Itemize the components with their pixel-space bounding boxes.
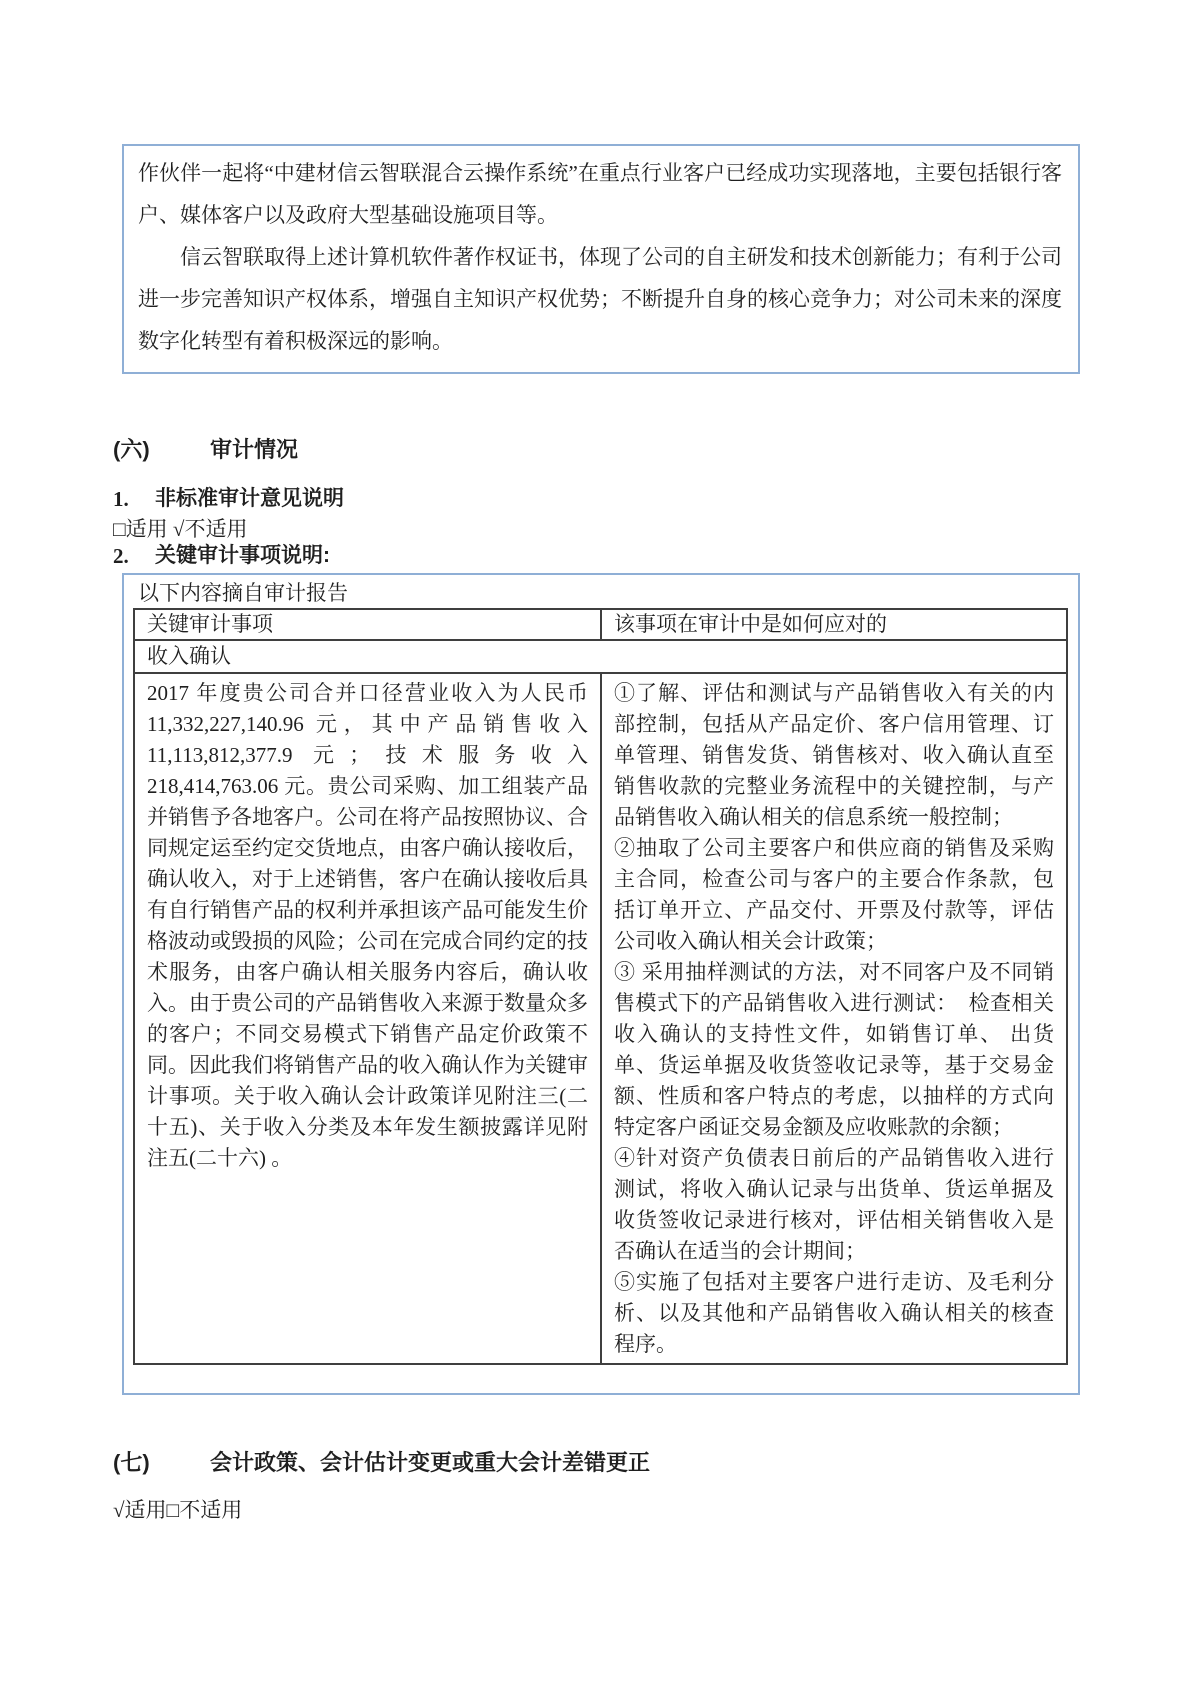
section-7-applicability: √适用□不适用	[113, 1498, 243, 1522]
section-6-heading	[113, 438, 298, 462]
header-audit-response: 该事项在审计中是如何应对的	[614, 612, 887, 636]
audit-table-subheader-row	[135, 641, 1066, 674]
item-2-heading	[113, 544, 330, 568]
header-key-audit-matter: 关键审计事项	[135, 610, 602, 639]
audit-table-content-row	[135, 674, 1066, 1363]
audit-report-box	[122, 573, 1080, 1395]
section-7-title: 会计政策、会计估计变更或重大会计差错更正	[210, 1450, 651, 1475]
continuation-text-box	[122, 144, 1080, 374]
audit-response-step-2: ②抽取了公司主要客户和供应商的销售及采购主合同，检查公司与客户的主要合作条款，包括订单开立、产品交付、开票及付款等，评估公司收入确认相关会计政策；	[614, 836, 1054, 953]
section-7-heading	[113, 1451, 650, 1475]
audit-response-step-4: ④针对资产负债表日前后的产品销售收入进行测试，将收入确认记录与出货单、货运单据及收货签收记录进行核对，评估相关销售收入是否确认在适当的会计期间；	[614, 1146, 1054, 1263]
continuation-paragraph-2: 信云智联取得上述计算机软件著作权证书，体现了公司的自主研发和技术创新能力；有利于公司进一步完善知识产权体系，增强自主知识产权优势；不断提升自身的核心竞争力；对公司未来的深度数字化转型有着积极深远的影响。	[138, 245, 1062, 353]
item-1-number: 1.	[113, 487, 129, 511]
key-audit-matter-cell	[135, 674, 602, 1363]
audit-response-cell	[602, 674, 1066, 1363]
section-7-number: (七)	[113, 1450, 150, 1475]
continuation-paragraph-1: 作伙伴一起将“中建材信云智联混合云操作系统”在重点行业客户已经成功实现落地，主要包括银行客户、媒体客户以及政府大型基础设施项目等。	[138, 161, 1062, 227]
item-1-heading	[113, 487, 344, 511]
key-audit-matter-text: 2017 年度贵公司合并口径营业收入为人民币 11,332,227,140.96 元，其中产品销售收入 11,113,812,377.9 元；技术服务收入 218,414,763.06 元。贵公司采购、加工组装产品并销售予各地客户。公司在将产品按照协议、合同规定运至约定交货地点，由客户确认接收后，确认收入，对于上述销售，客户在确认接收后具有自行销售产品的权利并承担该产品可能发生价格波动或毁损的风险；公司在完成合同约定的技术服务，由客户确认相关服务内容后，确认收入。由于贵公司的产品销售收入来源于数量众多的客户；不同交易模式下销售产品定价政策不同。因此我们将销售产品的收入确认作为关键审计事项。关于收入确认会计政策详见附注三(二十五)、关于收入分类及本年发生额披露详见附注五(二十六) 。	[147, 681, 588, 1170]
item-2-number: 2.	[113, 544, 129, 568]
section-6-title: 审计情况	[210, 437, 299, 462]
audit-response-step-1: ①了解、评估和测试与产品销售收入有关的内部控制，包括从产品定价、客户信用管理、订单管理、销售发货、销售核对、收入确认直至销售收款的完整业务流程中的关键控制，与产品销售收入确认相关的信息系统一般控制；	[614, 681, 1054, 829]
item-2-title: 关键审计事项说明:	[155, 544, 330, 567]
item-1-title: 非标准审计意见说明	[155, 487, 344, 510]
subheader-revenue-recognition: 收入确认	[147, 644, 231, 668]
audit-response-step-5: ⑤实施了包括对主要客户进行走访、及毛利分析、以及其他和产品销售收入确认相关的核查程序。	[614, 1270, 1054, 1356]
audit-table-header-row	[135, 610, 1066, 641]
audit-response-step-3: ③ 采用抽样测试的方法，对不同客户及不同销售模式下的产品销售收入进行测试： 检查相关收入确认的支持性文件，如销售订单、 出货单、货运单据及收货签收记录等，基于交易金额、性质和客户特点的考虑，以抽样的方式向特定客户函证交易金额及应收账款的余额；	[614, 960, 1054, 1139]
section-6-number: (六)	[113, 437, 150, 462]
audit-source-note: 以下内容摘自审计报告	[138, 581, 348, 605]
item-1-applicability: □适用 √不适用	[113, 517, 248, 541]
audit-table	[133, 608, 1068, 1365]
